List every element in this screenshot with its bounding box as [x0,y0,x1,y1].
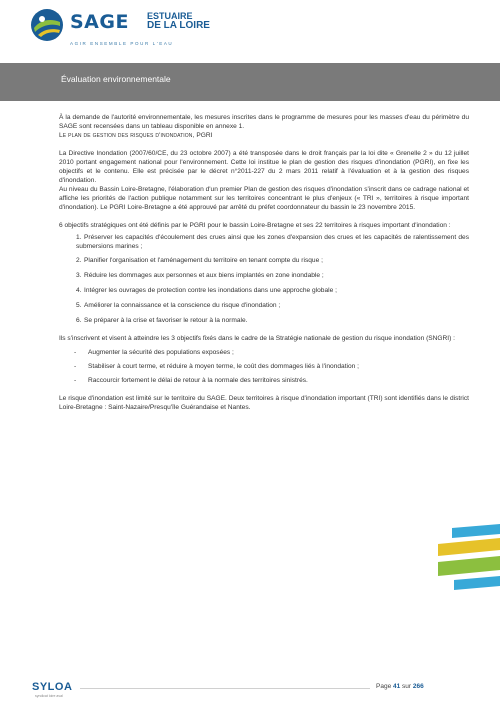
paragraph-sngri: Ils s'inscrivent et visent à atteindre les 3 objectifs fixés dans le cadre de la Stratégie nationale de gestion du risque inondation (SNGRI) : [59,335,456,342]
objective-item: 3. Réduire les dommages aux personnes et aux biens implantés en zone inondable ; [76,272,324,279]
footer-logo-sub: syndicat loire aval [35,694,63,698]
sage-emblem-icon [30,8,64,42]
footer-logo: SYLOA [32,681,73,693]
paragraph-objectives-intro: 6 objectifs stratégiques ont été définis par le PGRI pour le bassin Loire-Bretagne et ses 22 territoires à risques important d'inondation : [59,222,451,229]
sngri-list [59,348,469,385]
sage-logo [30,8,220,48]
decorative-stripes-icon [430,524,500,594]
list-item: - Stabiliser à court terme, et réduire à moyen terme, le coût des dommages liés à l'inondation ; [74,363,360,370]
list-item: - Raccourcir fortement le délai de retour à la normale des territoires sinistrés. [74,377,308,384]
objectives-list [59,233,469,325]
paragraph-tri: Le risque d'inondation est limité sur le territoire du SAGE. Deux territoires à risque d'inondation important (TRI) sont identifiés dans le district Loire-Bretagne : Saint-Nazaire/Presqu'île Guérandaise et Nantes. [59,395,469,411]
intro-paragraph: À la demande de l'autorité environnementale, les mesures inscrites dans le programme de mesures pour les masses d'eau du périmètre du SAGE sont recensées dans un tableau disponible en annexe 1. [59,114,469,130]
logo-tagline: AGIR ENSEMBLE POUR L'EAU [70,41,174,46]
objective-item: 4. Intégrer les ouvrages de protection contre les inondations dans une approche globale ; [76,287,337,294]
page-number: Page 41 sur 266 [376,683,424,690]
section-title: Le plan de gestion des risques d'inondation, PGRI [59,132,213,139]
objective-item: 2. Planifier l'organisation et l'aménagement du territoire en tenant compte du risque ; [76,257,323,264]
logo-word: SAGE [70,11,129,33]
list-item: - Augmenter la sécurité des populations exposées ; [74,349,234,356]
objective-item: 5. Améliorer la connaissance et la conscience du risque d'inondation ; [76,302,281,309]
objective-item: 1. Préserver les capacités d'écoulement des crues ainsi que les zones d'expansion des crues et les capacités de ralentissement des submersions marines ; [76,234,469,250]
paragraph-bassin: Au niveau du Bassin Loire-Bretagne, l'élaboration d'un premier Plan de gestion des risques d'inondation s'inscrit dans ce cadrage national et affiche les priorités de l'action publique notamment sur les territoires concentrant le plus d'enjeux (« TRI », territoires à risque important d'inondation). Le PGRI Loire-Bretagne a été approuvé par arrêté du préfet coordonnateur du bassin le 23 novembre 2015. [59,186,469,211]
paragraph-directive: La Directive Inondation (2007/60/CE, du 23 octobre 2007) a été transposée dans le droit français par la loi dite « Grenelle 2 » du 12 juillet 2010 portant engagement national pour l'environnement. Cette loi institue le plan de gestion des risques d'inondation (PGRI), en fixe les objectifs et le contenu. Elle est précisée par le décret n°2011-227 du 2 mars 2011 relatif à l'évaluation et à la gestion des risques d'inondation. [59,150,469,184]
objective-item: 6. Se préparer à la crise et favoriser le retour à la normale. [76,317,248,324]
logo-estuaire: ESTUAIRE DE LA LOIRE [147,11,210,31]
footer-divider [80,688,370,689]
main-content [59,113,469,412]
banner-title: Évaluation environnementale [61,74,171,84]
